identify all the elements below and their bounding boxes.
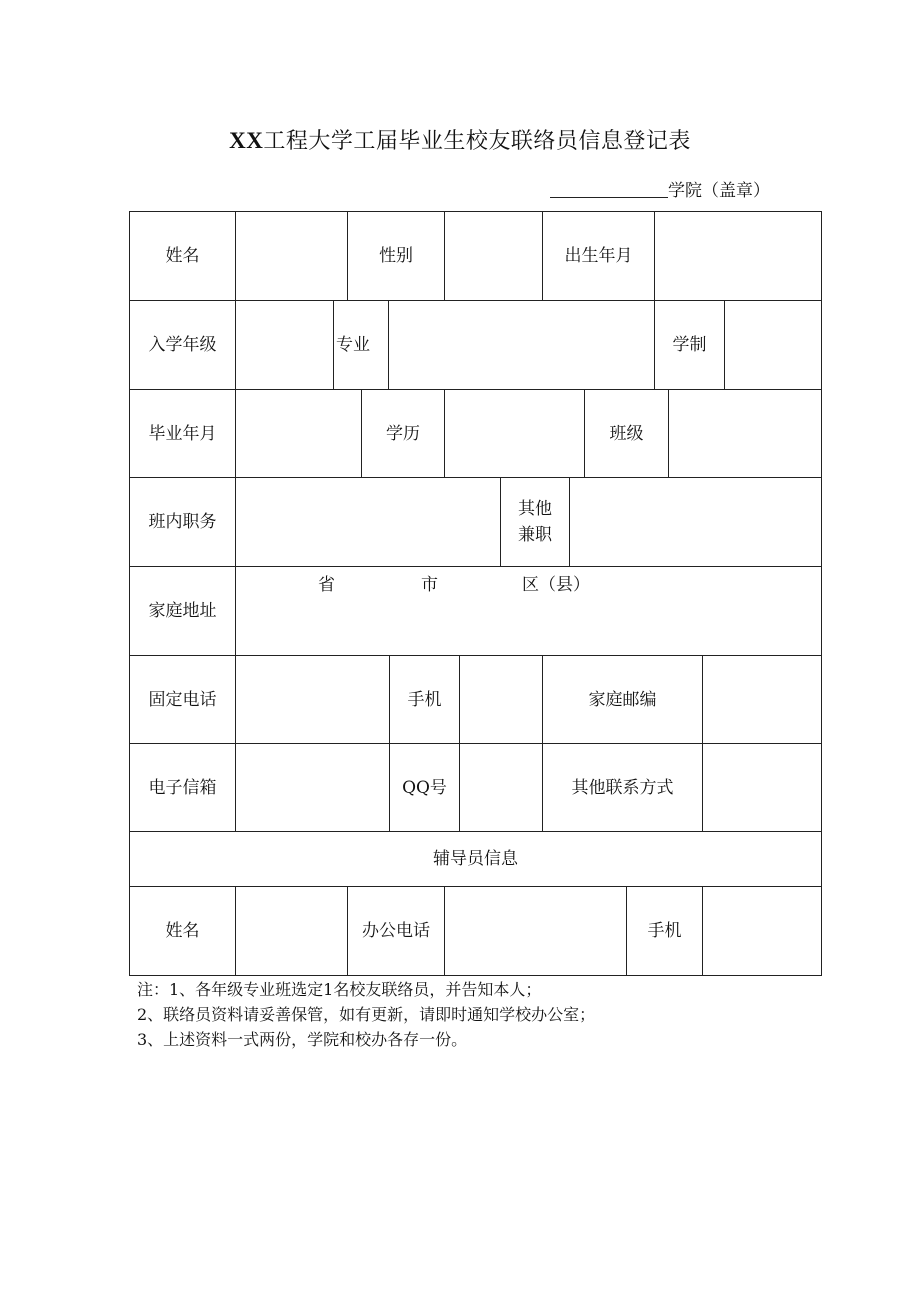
note-1: 注：1、各年级专业班选定1名校友联络员，并告知本人； (137, 980, 542, 999)
notes (137, 977, 595, 1052)
label-grade: 入学年级 (129, 300, 236, 390)
label-birth: 出生年月 (542, 211, 655, 301)
note-3: 3、上述资料一式两份，学院和校办各存一份。 (137, 1030, 468, 1049)
field-major[interactable] (388, 300, 655, 390)
label-qq: QQ号 (389, 743, 460, 832)
field-duration[interactable] (724, 300, 822, 390)
label-address: 家庭地址 (129, 566, 236, 656)
field-class[interactable] (668, 389, 822, 478)
field-class-role[interactable] (235, 477, 501, 567)
label-class: 班级 (584, 389, 669, 478)
field-mobile[interactable] (459, 655, 543, 744)
note-2: 2、联络员资料请妥善保管，如有更新，请即时通知学校办公室； (137, 1005, 596, 1024)
title-prefix: XX (229, 128, 264, 153)
address-city: 市 (421, 575, 438, 595)
label-class-role: 班内职务 (129, 477, 236, 567)
label-email: 电子信箱 (129, 743, 236, 832)
field-qq[interactable] (459, 743, 543, 832)
label-gender: 性别 (347, 211, 445, 301)
address-district: 区（县） (522, 575, 590, 595)
field-postcode[interactable] (702, 655, 822, 744)
field-counselor-office-phone[interactable] (444, 886, 627, 976)
field-other-role[interactable] (569, 477, 822, 567)
label-other-role: 其他兼职 (500, 477, 570, 567)
field-counselor-mobile[interactable] (702, 886, 822, 976)
college-stamp-line (550, 176, 770, 201)
label-mobile: 手机 (389, 655, 460, 744)
field-gender[interactable] (444, 211, 543, 301)
field-email[interactable] (235, 743, 390, 832)
field-name[interactable] (235, 211, 348, 301)
page-title (0, 124, 920, 155)
label-major: 专业 (333, 300, 389, 390)
address-province: 省 (318, 575, 335, 595)
counselor-section-header: 辅导员信息 (129, 831, 822, 887)
field-counselor-name[interactable] (235, 886, 348, 976)
label-education: 学历 (361, 389, 445, 478)
field-grad-date[interactable] (235, 389, 362, 478)
label-name: 姓名 (129, 211, 236, 301)
field-landline[interactable] (235, 655, 390, 744)
field-other-contact[interactable] (702, 743, 822, 832)
label-postcode: 家庭邮编 (542, 655, 703, 744)
field-grade[interactable] (235, 300, 334, 390)
field-education[interactable] (444, 389, 585, 478)
field-birth[interactable] (654, 211, 822, 301)
label-grad-date: 毕业年月 (129, 389, 236, 478)
label-counselor-name: 姓名 (129, 886, 236, 976)
label-other-contact: 其他联系方式 (542, 743, 703, 832)
college-blank[interactable] (550, 179, 668, 198)
label-landline: 固定电话 (129, 655, 236, 744)
title-text: 工程大学工届毕业生校友联络员信息登记表 (263, 129, 691, 154)
college-suffix: 学院（盖章） (668, 181, 770, 201)
label-duration: 学制 (654, 300, 725, 390)
label-counselor-office-phone: 办公电话 (347, 886, 445, 976)
label-counselor-mobile: 手机 (626, 886, 703, 976)
